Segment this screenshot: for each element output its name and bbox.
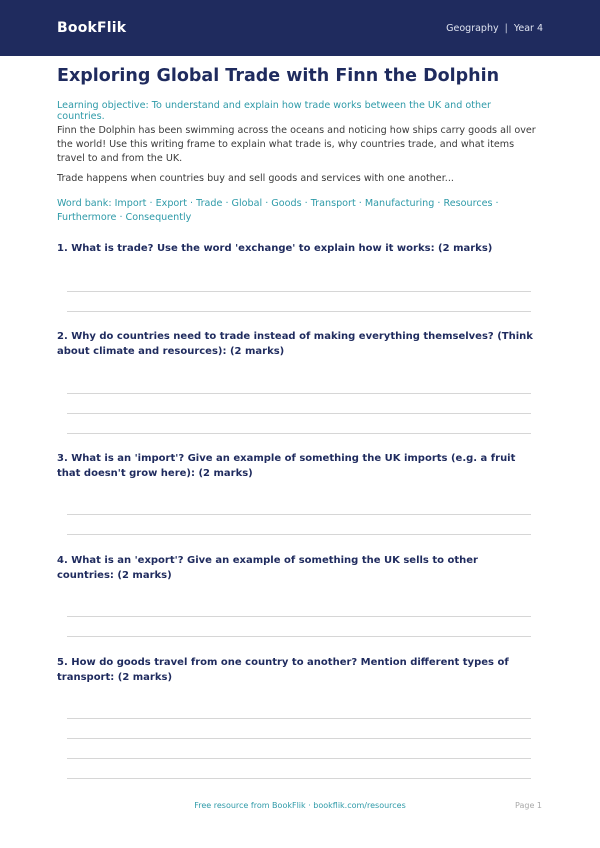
answer-line[interactable] — [67, 514, 531, 515]
answer-line[interactable] — [67, 311, 531, 312]
answer-line[interactable] — [67, 718, 531, 719]
question-block — [57, 242, 538, 314]
answer-line[interactable] — [67, 636, 531, 637]
answer-line[interactable] — [67, 758, 531, 759]
page-header — [0, 0, 600, 56]
footer-resource-link[interactable]: Free resource from BookFlik · bookflik.com/resources — [194, 801, 406, 810]
question-text: 4. What is an 'export'? Give an example of something the UK sells to other countries: (2 marks) — [57, 555, 478, 581]
question-block — [57, 554, 538, 644]
year-label: Year 4 — [513, 22, 543, 34]
answer-line[interactable] — [67, 413, 531, 414]
answer-line[interactable] — [67, 291, 531, 292]
answer-line[interactable] — [67, 534, 531, 535]
answer-line[interactable] — [67, 393, 531, 394]
answer-line[interactable] — [67, 616, 531, 617]
page-number: Page 1 — [515, 801, 542, 810]
subject-label: Geography — [446, 22, 499, 34]
question-block — [57, 330, 538, 450]
sentence-starter: Trade happens when countries buy and sell goods and services with one another... — [57, 173, 454, 184]
learning-objective: Learning objective: To understand and explain how trade works between the UK and other countries. — [57, 100, 491, 122]
page-title: Exploring Global Trade with Finn the Dolphin — [57, 66, 500, 86]
question-text: 5. How do goods travel from one country to another? Mention different types of transport: (2 marks) — [57, 657, 509, 683]
question-block — [57, 452, 538, 542]
page-footer — [0, 801, 600, 815]
header-meta — [446, 23, 543, 34]
answer-line[interactable] — [67, 433, 531, 434]
question-text: 2. Why do countries need to trade instead of making everything themselves? (Think about climate and resources): (2 marks) — [57, 331, 533, 357]
intro-paragraph: Finn the Dolphin has been swimming across the oceans and noticing how ships carry goods all over the world! Use this writing frame to explain what trade is, why countries trade, and what items travel to and from the UK. — [57, 125, 536, 164]
answer-line[interactable] — [67, 778, 531, 779]
brand-logo[interactable]: BookFlik — [57, 20, 127, 36]
answer-line[interactable] — [67, 738, 531, 739]
question-text: 3. What is an 'import'? Give an example of something the UK imports (e.g. a fruit that doesn't grow here): (2 marks) — [57, 453, 516, 479]
question-text: 1. What is trade? Use the word 'exchange' to explain how it works: (2 marks) — [57, 243, 493, 254]
meta-separator: | — [504, 22, 508, 34]
question-block — [57, 656, 538, 786]
word-bank: Word bank: Import · Export · Trade · Global · Goods · Transport · Manufacturing · Resources · Furthermore · Consequently — [57, 198, 499, 223]
